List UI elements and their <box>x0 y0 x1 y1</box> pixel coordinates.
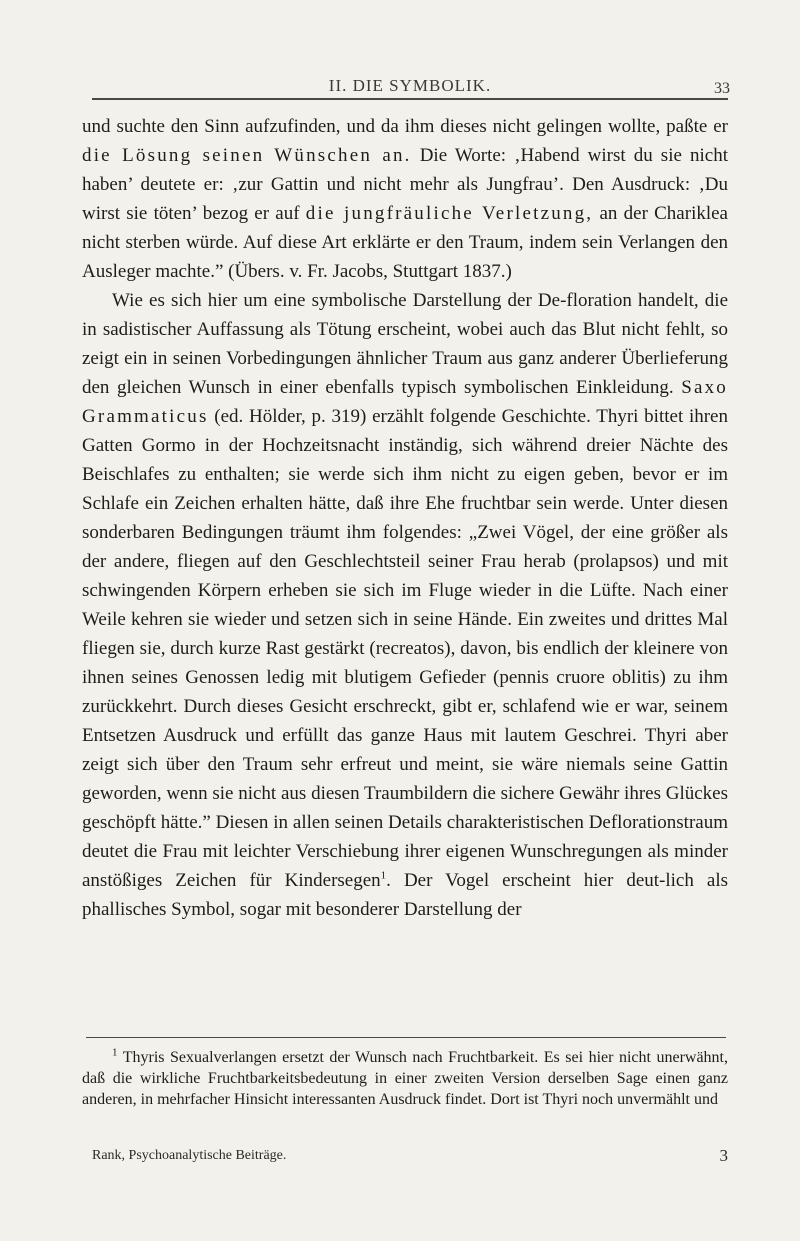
footer-signature: Rank, Psychoanalytische Beiträge. <box>92 1148 287 1163</box>
paragraph-1-text-c: an der Chariklea nicht sterben würde. Auf diese Art erklärte er den Traum, indem sein Verlangen den Ausleger machte.” (Übers. v. Fr. Jacobs, Stuttgart 1837.) <box>82 203 728 282</box>
paragraph-1-text-b: Die Worte: ‚Habend wirst du sie nicht haben’ deutete er: ‚zur Gattin und nicht mehr als Jungfrau’. Den Ausdruck: ‚Du wirst sie töten’ bezog er auf <box>82 145 728 224</box>
paragraph-2-text-c: . Der Vogel erscheint hier deut-lich als phallisches Symbol, sogar mit besonderer Darstellung der <box>82 870 728 920</box>
sheet-number: 3 <box>719 1146 728 1165</box>
paragraph-1 <box>82 112 728 286</box>
paragraph-2-text-b: (ed. Hölder, p. 319) erzählt folgende Geschichte. Thyri bittet ihren Gatten Gormo in der Hochzeitsnacht inständig, sich während dreier Nächte des Beischlafes zu enthalten; sie werde sich ihm nicht zu eigen geben, bevor er im Schlafe ein Zeichen erhalten hätte, daß ihre Ehe fruchtbar sein werde. Unter diesen sonderbaren Bedingungen träumt ihm folgendes: „Zwei Vögel, der eine größer als der andere, fliegen auf den Geschlechtsteil seiner Frau herab (prolapsos) und mit schwingenden Körpern erheben sie sich im Fluge wieder in die Lüfte. Nach einer Weile kehren sie wieder und setzen sich in seine Hände. Ein zweites und drittes Mal fliegen sie, durch kurze Rast gestärkt (recreatos), davon, bis endlich der kleinere von ihnen seines Genossen ledig mit blutigem Gefieder (pennis cruore oblitis) zu ihm zurückkehrt. Durch dieses Gesicht erschreckt, gibt er, schlafend wie er war, seinem Entsetzen Ausdruck und erfüllt das ganze Haus mit lautem Geschrei. Thyri aber zeigt sich über den Traum sehr erfreut und meint, sie wäre niemals seine Gattin geworden, wenn sie nicht aus diesen Traumbildern die sichere Gewähr ihres Glückes geschöpft hätte.” Diesen in allen seinen Details charakteristischen Deflorationstraum deutet die Frau mit leichter Verschiebung ihrer eigenen Wunschregungen als minder anstößiges Zeichen für Kindersegen <box>82 406 728 891</box>
paragraph-2-emphasis: Saxo Grammaticus <box>82 377 728 427</box>
paragraph-1-emphasis-a: die Lösung seinen Wünschen an. <box>82 145 412 166</box>
footnote-reference: 1 <box>380 869 387 882</box>
footnote-mark: 1 <box>112 1046 118 1059</box>
footnote-text: Thyris Sexualverlangen ersetzt der Wunsch nach Fruchtbarkeit. Es sei hier nicht unerwähnt, daß die wirkliche Fruchtbarkeitsbedeutung in einer zweiten Version derselben Sage einen ganz anderen, in mehrfacher Hinsicht interessanten Ausdruck findet. Dort ist Thyri noch unvermählt und <box>82 1049 728 1108</box>
paragraph-2-text-a: Wie es sich hier um eine symbolische Darstellung der De-floration handelt, die in sadistischer Auffassung als Tötung erscheint, wobei auch das Blut nicht fehlt, so zeigt ein in seinen Vorbedingungen ähnlicher Traum aus ganz anderer Überlieferung den gleichen Wunsch in einer ebenfalls typisch symbolischen Einkleidung. <box>82 290 728 398</box>
page-number: 33 <box>714 80 730 97</box>
footnote-rule <box>86 1037 726 1038</box>
header-rule <box>92 98 728 100</box>
paragraph-2 <box>82 286 728 924</box>
page-footer <box>92 1148 728 1172</box>
footnote <box>82 1047 728 1110</box>
paragraph-1-text-a: und suchte den Sinn aufzufinden, und da ihm dieses nicht gelingen wollte, paßte er <box>82 116 728 137</box>
running-title: II. DIE SYMBOLIK. <box>328 76 492 95</box>
paragraph-1-emphasis-b: die jungfräuliche Verletzung, <box>305 203 594 224</box>
main-text <box>82 112 728 924</box>
